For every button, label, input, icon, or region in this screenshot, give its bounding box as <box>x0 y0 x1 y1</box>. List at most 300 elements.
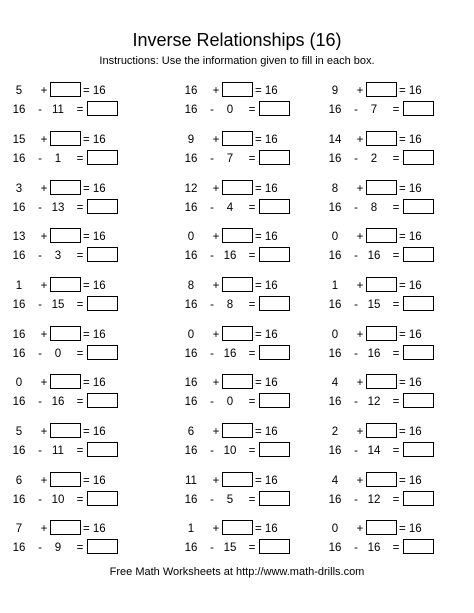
addition-total: = 16 <box>255 426 278 438</box>
subtrahend: 15 <box>51 299 65 311</box>
equals-sign: = <box>76 494 84 506</box>
subtrahend: 15 <box>367 299 381 311</box>
worksheet-instructions: Instructions: Use the information given to fill in each box. <box>99 55 375 67</box>
answer-box-subtraction[interactable] <box>87 442 118 457</box>
answer-box-addition[interactable] <box>222 82 253 97</box>
addend: 9 <box>187 134 195 146</box>
answer-box-addition[interactable] <box>222 277 253 292</box>
plus-sign: + <box>212 85 220 97</box>
equals-sign: = <box>392 542 400 554</box>
equals-sign: = <box>248 153 256 165</box>
answer-box-addition[interactable] <box>50 472 81 487</box>
minuend: 16 <box>12 396 26 408</box>
subtraction-equation <box>322 296 472 314</box>
addend: 11 <box>185 475 197 487</box>
answer-box-subtraction[interactable] <box>259 442 290 457</box>
addend: 6 <box>15 475 23 487</box>
subtraction-equation <box>6 199 156 217</box>
minuend: 16 <box>328 250 342 262</box>
subtraction-equation <box>6 393 156 411</box>
subtraction-equation <box>178 150 328 168</box>
plus-sign: + <box>356 231 364 243</box>
addition-total: = 16 <box>399 85 422 97</box>
answer-box-subtraction[interactable] <box>259 101 290 116</box>
plus-sign: + <box>356 280 364 292</box>
problem-15 <box>322 277 472 315</box>
minus-sign: - <box>354 542 358 554</box>
subtraction-equation <box>6 101 156 119</box>
subtraction-equation <box>178 296 328 314</box>
subtrahend: 16 <box>367 250 381 262</box>
minuend: 16 <box>184 250 198 262</box>
addition-equation <box>178 277 328 295</box>
plus-sign: + <box>40 329 48 341</box>
minuend: 16 <box>12 494 26 506</box>
addend: 0 <box>331 329 339 341</box>
addition-total: = 16 <box>83 426 106 438</box>
answer-box-addition[interactable] <box>366 520 397 535</box>
addition-equation <box>6 131 156 149</box>
minus-sign: - <box>354 153 358 165</box>
addend: 14 <box>328 134 342 146</box>
answer-box-subtraction[interactable] <box>403 296 434 311</box>
addition-equation <box>178 82 328 100</box>
minuend: 16 <box>328 494 342 506</box>
minuend: 16 <box>12 299 26 311</box>
equals-sign: = <box>392 104 400 116</box>
problem-1 <box>6 82 156 120</box>
addition-equation <box>178 520 328 538</box>
problem-6 <box>322 131 472 169</box>
problem-3 <box>322 82 472 120</box>
addition-equation <box>6 374 156 392</box>
answer-box-addition[interactable] <box>222 131 253 146</box>
addition-equation <box>6 277 156 295</box>
minuend: 16 <box>328 348 342 360</box>
subtrahend: 0 <box>226 396 234 408</box>
problem-26 <box>178 472 328 510</box>
subtrahend: 16 <box>367 542 381 554</box>
minuend: 16 <box>328 542 342 554</box>
problem-28 <box>6 520 156 558</box>
answer-box-subtraction[interactable] <box>403 442 434 457</box>
equals-sign: = <box>392 396 400 408</box>
subtrahend: 4 <box>226 202 234 214</box>
addition-equation <box>6 326 156 344</box>
subtraction-equation <box>322 491 472 509</box>
subtrahend: 12 <box>367 396 381 408</box>
equals-sign: = <box>248 104 256 116</box>
plus-sign: + <box>212 134 220 146</box>
answer-box-addition[interactable] <box>50 423 81 438</box>
problem-16 <box>6 326 156 364</box>
problem-21 <box>322 374 472 412</box>
addition-equation <box>178 131 328 149</box>
minuend: 16 <box>184 542 198 554</box>
addition-total: = 16 <box>83 475 106 487</box>
problem-19 <box>6 374 156 412</box>
plus-sign: + <box>212 231 220 243</box>
subtraction-equation <box>178 345 328 363</box>
answer-box-subtraction[interactable] <box>403 101 434 116</box>
addition-total: = 16 <box>255 85 278 97</box>
subtraction-equation <box>6 345 156 363</box>
answer-box-subtraction[interactable] <box>403 150 434 165</box>
equals-sign: = <box>76 396 84 408</box>
addend: 4 <box>331 377 339 389</box>
equals-sign: = <box>76 348 84 360</box>
equals-sign: = <box>248 494 256 506</box>
subtraction-equation <box>6 296 156 314</box>
answer-box-subtraction[interactable] <box>259 247 290 262</box>
subtraction-equation <box>322 539 472 557</box>
answer-box-addition[interactable] <box>50 82 81 97</box>
addition-total: = 16 <box>83 231 106 243</box>
plus-sign: + <box>40 475 48 487</box>
equals-sign: = <box>248 250 256 262</box>
addition-total: = 16 <box>255 377 278 389</box>
subtraction-equation <box>322 150 472 168</box>
subtraction-equation <box>6 247 156 265</box>
plus-sign: + <box>40 426 48 438</box>
problem-9 <box>322 180 472 218</box>
addition-equation <box>322 374 472 392</box>
subtraction-equation <box>322 247 472 265</box>
answer-box-subtraction[interactable] <box>87 199 118 214</box>
addition-total: = 16 <box>255 329 278 341</box>
answer-box-subtraction[interactable] <box>87 393 118 408</box>
answer-box-subtraction[interactable] <box>403 247 434 262</box>
subtrahend: 7 <box>370 104 378 116</box>
answer-box-addition[interactable] <box>366 326 397 341</box>
minus-sign: - <box>38 153 42 165</box>
plus-sign: + <box>40 183 48 195</box>
problem-25 <box>6 472 156 510</box>
answer-box-addition[interactable] <box>366 180 397 195</box>
subtrahend: 16 <box>223 348 237 360</box>
plus-sign: + <box>40 231 48 243</box>
plus-sign: + <box>212 475 220 487</box>
minuend: 16 <box>12 250 26 262</box>
addition-total: = 16 <box>255 475 278 487</box>
problem-20 <box>178 374 328 412</box>
minuend: 16 <box>184 299 198 311</box>
minuend: 16 <box>328 299 342 311</box>
minus-sign: - <box>38 542 42 554</box>
subtraction-equation <box>322 101 472 119</box>
minus-sign: - <box>210 104 214 116</box>
problem-8 <box>178 180 328 218</box>
answer-box-subtraction[interactable] <box>403 199 434 214</box>
equals-sign: = <box>248 542 256 554</box>
equals-sign: = <box>76 250 84 262</box>
plus-sign: + <box>212 329 220 341</box>
minus-sign: - <box>354 104 358 116</box>
addend: 16 <box>184 377 198 389</box>
plus-sign: + <box>356 183 364 195</box>
subtrahend: 9 <box>54 542 62 554</box>
answer-box-subtraction[interactable] <box>259 393 290 408</box>
minus-sign: - <box>210 494 214 506</box>
minuend: 16 <box>184 202 198 214</box>
plus-sign: + <box>356 329 364 341</box>
equals-sign: = <box>392 153 400 165</box>
problem-12 <box>322 228 472 266</box>
minus-sign: - <box>38 445 42 457</box>
addition-equation <box>322 228 472 246</box>
answer-box-subtraction[interactable] <box>259 345 290 360</box>
minuend: 16 <box>12 202 26 214</box>
problem-13 <box>6 277 156 315</box>
worksheet-title: Inverse Relationships (16) <box>132 30 342 50</box>
subtraction-equation <box>178 247 328 265</box>
answer-box-addition[interactable] <box>50 277 81 292</box>
addend: 5 <box>15 426 23 438</box>
minus-sign: - <box>354 445 358 457</box>
addition-total: = 16 <box>255 231 278 243</box>
answer-box-addition[interactable] <box>50 374 81 389</box>
answer-box-subtraction[interactable] <box>87 345 118 360</box>
addition-equation <box>178 472 328 490</box>
plus-sign: + <box>212 377 220 389</box>
addition-equation <box>178 374 328 392</box>
minuend: 16 <box>184 153 198 165</box>
answer-box-subtraction[interactable] <box>87 101 118 116</box>
minus-sign: - <box>38 250 42 262</box>
problem-5 <box>178 131 328 169</box>
answer-box-subtraction[interactable] <box>87 150 118 165</box>
addition-total: = 16 <box>399 329 422 341</box>
subtraction-equation <box>178 199 328 217</box>
answer-box-subtraction[interactable] <box>87 491 118 506</box>
equals-sign: = <box>76 445 84 457</box>
subtrahend: 2 <box>370 153 378 165</box>
equals-sign: = <box>248 299 256 311</box>
addend: 0 <box>331 523 339 535</box>
minuend: 16 <box>12 104 26 116</box>
subtraction-equation <box>178 491 328 509</box>
answer-box-addition[interactable] <box>366 423 397 438</box>
subtrahend: 5 <box>226 494 234 506</box>
minus-sign: - <box>354 396 358 408</box>
addition-equation <box>6 180 156 198</box>
subtrahend: 12 <box>367 494 381 506</box>
minuend: 16 <box>184 445 198 457</box>
problem-17 <box>178 326 328 364</box>
answer-box-subtraction[interactable] <box>259 539 290 554</box>
equals-sign: = <box>76 542 84 554</box>
plus-sign: + <box>356 426 364 438</box>
equals-sign: = <box>248 396 256 408</box>
subtraction-equation <box>178 442 328 460</box>
minus-sign: - <box>210 202 214 214</box>
addition-total: = 16 <box>399 475 422 487</box>
addition-equation <box>178 228 328 246</box>
answer-box-subtraction[interactable] <box>87 247 118 262</box>
addition-total: = 16 <box>399 134 422 146</box>
minus-sign: - <box>38 299 42 311</box>
minuend: 16 <box>12 445 26 457</box>
addend: 12 <box>184 183 198 195</box>
addition-equation <box>178 423 328 441</box>
minus-sign: - <box>38 202 42 214</box>
addition-equation <box>6 82 156 100</box>
addition-equation <box>322 520 472 538</box>
answer-box-addition[interactable] <box>50 228 81 243</box>
addition-equation <box>178 180 328 198</box>
addend: 0 <box>15 377 23 389</box>
equals-sign: = <box>248 445 256 457</box>
answer-box-subtraction[interactable] <box>259 199 290 214</box>
addition-equation <box>178 326 328 344</box>
equals-sign: = <box>392 250 400 262</box>
answer-box-addition[interactable] <box>222 472 253 487</box>
plus-sign: + <box>212 523 220 535</box>
answer-box-addition[interactable] <box>366 472 397 487</box>
addition-total: = 16 <box>255 280 278 292</box>
subtraction-equation <box>6 442 156 460</box>
answer-box-subtraction[interactable] <box>259 296 290 311</box>
answer-box-addition[interactable] <box>222 326 253 341</box>
addend: 15 <box>12 134 26 146</box>
answer-box-addition[interactable] <box>366 374 397 389</box>
plus-sign: + <box>212 183 220 195</box>
problem-14 <box>178 277 328 315</box>
answer-box-subtraction[interactable] <box>259 491 290 506</box>
subtraction-equation <box>322 345 472 363</box>
minuend: 16 <box>184 104 198 116</box>
answer-box-addition[interactable] <box>222 180 253 195</box>
answer-box-subtraction[interactable] <box>403 393 434 408</box>
answer-box-subtraction[interactable] <box>87 539 118 554</box>
answer-box-addition[interactable] <box>50 131 81 146</box>
minus-sign: - <box>354 250 358 262</box>
answer-box-subtraction[interactable] <box>259 150 290 165</box>
addition-total: = 16 <box>399 280 422 292</box>
subtrahend: 7 <box>226 153 234 165</box>
subtraction-equation <box>322 393 472 411</box>
subtraction-equation <box>6 539 156 557</box>
addition-equation <box>322 277 472 295</box>
addition-equation <box>322 82 472 100</box>
equals-sign: = <box>76 153 84 165</box>
addition-total: = 16 <box>255 523 278 535</box>
minuend: 16 <box>328 396 342 408</box>
addend: 1 <box>15 280 23 292</box>
addition-total: = 16 <box>83 329 106 341</box>
addend: 7 <box>15 523 23 535</box>
subtrahend: 11 <box>52 445 64 457</box>
subtrahend: 0 <box>54 348 62 360</box>
addend: 1 <box>187 523 195 535</box>
equals-sign: = <box>392 445 400 457</box>
minus-sign: - <box>354 494 358 506</box>
addition-total: = 16 <box>255 183 278 195</box>
equals-sign: = <box>76 104 84 116</box>
plus-sign: + <box>40 134 48 146</box>
answer-box-addition[interactable] <box>222 228 253 243</box>
equals-sign: = <box>248 348 256 360</box>
subtrahend: 13 <box>51 202 65 214</box>
minuend: 16 <box>328 153 342 165</box>
minus-sign: - <box>210 542 214 554</box>
subtrahend: 16 <box>223 250 237 262</box>
answer-box-addition[interactable] <box>222 374 253 389</box>
answer-box-subtraction[interactable] <box>87 296 118 311</box>
problem-27 <box>322 472 472 510</box>
addition-total: = 16 <box>83 377 106 389</box>
subtrahend: 14 <box>367 445 381 457</box>
answer-box-addition[interactable] <box>366 131 397 146</box>
subtraction-equation <box>6 150 156 168</box>
subtrahend: 10 <box>51 494 65 506</box>
worksheet-footer: Free Math Worksheets at http://www.math-drills.com <box>109 566 365 578</box>
answer-box-addition[interactable] <box>50 180 81 195</box>
addend: 8 <box>187 280 195 292</box>
subtraction-equation <box>322 199 472 217</box>
problem-2 <box>178 82 328 120</box>
answer-box-addition[interactable] <box>50 520 81 535</box>
addend: 4 <box>331 475 339 487</box>
plus-sign: + <box>40 523 48 535</box>
answer-box-subtraction[interactable] <box>403 539 434 554</box>
answer-box-subtraction[interactable] <box>403 491 434 506</box>
addend: 5 <box>15 85 23 97</box>
equals-sign: = <box>392 299 400 311</box>
plus-sign: + <box>40 377 48 389</box>
subtrahend: 16 <box>51 396 65 408</box>
addition-total: = 16 <box>83 85 106 97</box>
answer-box-addition[interactable] <box>222 520 253 535</box>
addition-total: = 16 <box>83 183 106 195</box>
answer-box-addition[interactable] <box>366 82 397 97</box>
addition-equation <box>322 131 472 149</box>
subtraction-equation <box>178 101 328 119</box>
problem-11 <box>178 228 328 266</box>
addend: 8 <box>331 183 339 195</box>
problem-4 <box>6 131 156 169</box>
minus-sign: - <box>354 299 358 311</box>
equals-sign: = <box>392 348 400 360</box>
problem-22 <box>6 423 156 461</box>
subtrahend: 15 <box>223 542 237 554</box>
subtraction-equation <box>178 539 328 557</box>
minus-sign: - <box>38 396 42 408</box>
minus-sign: - <box>210 445 214 457</box>
minus-sign: - <box>354 348 358 360</box>
answer-box-addition[interactable] <box>50 326 81 341</box>
answer-box-addition[interactable] <box>222 423 253 438</box>
answer-box-addition[interactable] <box>366 277 397 292</box>
answer-box-addition[interactable] <box>366 228 397 243</box>
addend: 16 <box>12 329 26 341</box>
subtrahend: 10 <box>223 445 237 457</box>
addition-total: = 16 <box>399 231 422 243</box>
answer-box-subtraction[interactable] <box>403 345 434 360</box>
plus-sign: + <box>356 85 364 97</box>
plus-sign: + <box>356 523 364 535</box>
addition-equation <box>6 472 156 490</box>
minus-sign: - <box>354 202 358 214</box>
addend: 16 <box>184 85 198 97</box>
minuend: 16 <box>12 542 26 554</box>
addend: 0 <box>331 231 339 243</box>
subtrahend: 11 <box>52 104 64 116</box>
addend: 0 <box>187 329 195 341</box>
minus-sign: - <box>38 104 42 116</box>
plus-sign: + <box>356 377 364 389</box>
minuend: 16 <box>328 104 342 116</box>
